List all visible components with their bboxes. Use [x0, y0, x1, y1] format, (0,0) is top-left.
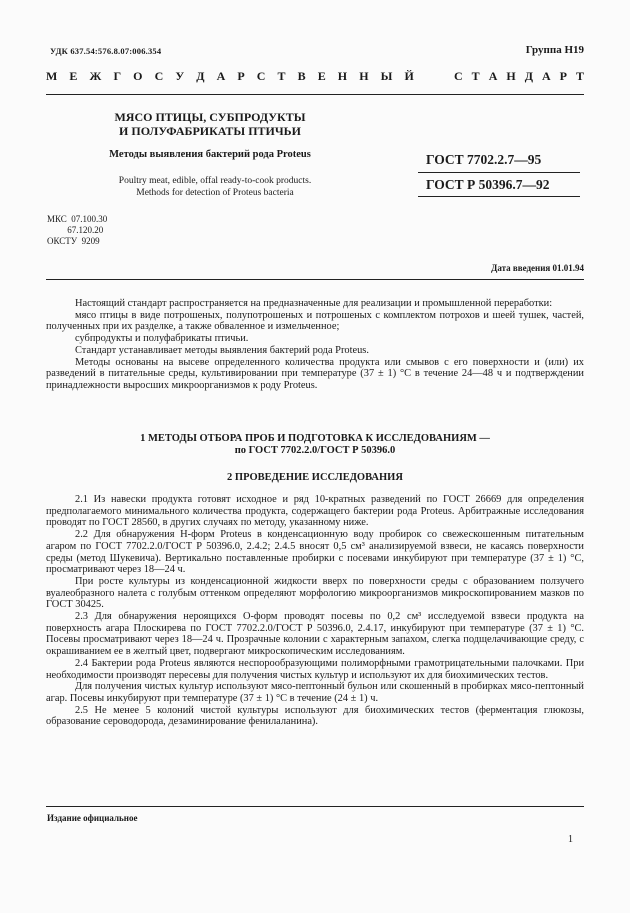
banner-letter: Т: [471, 69, 480, 83]
section-2-paragraph: 2.3 Для обнаружения нероящихся О-форм проводят посевы по 0,2 см³ исследуемой взвеси продукта на поверхность агара Плоскирева по ГОСТ 7702.2.0/ГОСТ Р 50396.0, 2.4.17, инкубируют при температуре (37 ± 1) °С. Посевы просматривают через 18—24 ч. Прозрачные колонии с характерным запахом, слегка подщелачивающие среду, с окрашиванием ее в желтый цвет, подвергают микроскопическим исследованиям.: [46, 611, 584, 658]
banner-letter: А: [541, 69, 551, 83]
section-2-paragraph: Для получения чистых культур используют мясо-пептонный бульон или скошенный в пробирках мясо-пептонный агар. Посевы инкубируют при температуре (37 ± 1) °С в течение (24 ± 1) ч.: [46, 681, 584, 704]
section-2-paragraph: 2.2 Для обнаружения Н-форм Proteus в конденсационную воду пробирок со свежескошенным питательным агаром по ГОСТ 7702.2.0/ГОСТ Р 50396.0, 2.4.2; 2.4.5 вносят 0,5 см³ анализируемой взвеси, не касаясь поверхности среды (метод Шукевича). Вертикально поставленные пробирки с посевами инкубируют при температуре (37 ± 1) °С, просматривают через 18—24 ч.: [46, 529, 584, 576]
banner-letter: А: [216, 69, 226, 83]
english-title-line-2: Methods for detection of Proteus bacteria: [136, 188, 294, 198]
banner-letter: Н: [359, 69, 369, 83]
footer-rule: [46, 806, 584, 807]
banner-letter: С: [454, 69, 463, 83]
section-2-heading: 2 ПРОВЕДЕНИЕ ИССЛЕДОВАНИЯ: [227, 472, 403, 483]
document-title: [90, 110, 330, 138]
banner-letter: Т: [575, 69, 584, 83]
banner-letter: Н: [506, 69, 516, 83]
udk-code: УДК 637.54:576.8.07:006.354: [50, 46, 162, 56]
section-2-paragraph: 2.4 Бактерии рода Proteus являются неспорообразующими полиморфными грамотрицательными палочками. При необходимости производят пересевы для получения чистых культур и используют их для биохимических тестов.: [46, 657, 584, 681]
banner-letter: В: [297, 69, 306, 83]
banner-letter: Е: [317, 69, 326, 83]
banner-letter: Й: [404, 69, 414, 83]
gost-rule-1: [418, 172, 580, 173]
intro-paragraph: субпродукты и полуфабрикаты птичьи.: [75, 333, 249, 345]
section-1-line-1: 1 МЕТОДЫ ОТБОРА ПРОБ И ПОДГОТОВКА К ИССЛЕДОВАНИЯМ —: [140, 433, 490, 444]
banner-letter: Р: [237, 69, 245, 83]
english-title: [70, 175, 360, 199]
code-mks-2: 67.120.20: [47, 225, 104, 235]
banner-word-standard: [454, 69, 584, 87]
intro-paragraph: Методы основаны на высеве определенного количества продукта или смывов с его поверхности и (или) их разведений в питательные среды, культивировании при температуре (37 ± 1) °С в течение 24—48 ч и подтверждении принадлежности выросших микроорганизмов к роду Proteus.: [46, 356, 584, 391]
gost-number-2: ГОСТ Р 50396.7—92: [426, 177, 550, 192]
banner-letter: Р: [559, 69, 567, 83]
title-line-2: И ПОЛУФАБРИКАТЫ ПТИЧЬИ: [119, 124, 301, 138]
banner-letter: Д: [524, 69, 533, 83]
banner-letter: Н: [337, 69, 348, 83]
english-title-line-1: Poultry meat, edible, offal ready-to-cook products.: [118, 176, 312, 186]
intro-paragraph: Настоящий стандарт распространяется на предназначенные для реализации и промышленной переработки:: [75, 298, 553, 309]
intro-text: [46, 298, 584, 392]
banner-letter: А: [488, 69, 498, 83]
group-code: Группа Н19: [525, 44, 584, 56]
banner-letter: Г: [113, 69, 122, 83]
banner-letter: Д: [196, 69, 205, 83]
banner-letter: С: [154, 69, 164, 83]
title-line-1: МЯСО ПТИЦЫ, СУБПРОДУКТЫ: [114, 110, 306, 124]
header-rule: [46, 94, 584, 95]
code-mks: МКС 07.100.30: [47, 214, 108, 224]
banner-letter: Ы: [380, 69, 393, 83]
intro-paragraph: мясо птицы в виде потрошеных, полупотрошеных и потрошеных с комплектом потрохов и шеей тушек, частей, полученных при их разделке, а также обваленное и измельченное;: [46, 309, 584, 333]
gost-number-1: ГОСТ 7702.2.7—95: [426, 152, 542, 167]
classification-codes: [47, 214, 107, 247]
banner-word-interstate: [46, 69, 414, 87]
section-1-heading: [46, 433, 584, 457]
banner-letter: У: [175, 69, 185, 83]
banner-letter: С: [256, 69, 266, 83]
page-number: 1: [568, 834, 573, 845]
banner-letter: М: [46, 69, 58, 83]
banner-letter: Т: [277, 69, 286, 83]
code-okstu: ОКСТУ 9209: [47, 236, 100, 246]
gost-rule-2: [418, 196, 580, 197]
edition-note: Издание официальное: [47, 813, 138, 823]
date-rule: [46, 279, 584, 280]
section-1-line-2: по ГОСТ 7702.2.0/ГОСТ Р 50396.0: [234, 445, 396, 456]
introduction-date: Дата введения 01.01.94: [491, 263, 584, 273]
section-2-text: [46, 494, 584, 728]
section-2-paragraph: При росте культуры из конденсационной жидкости вверх по поверхности среды с образованием ползучего вуалеобразного налета с голубым оттенком определяют морфологию микроорганизмов микроскопированием мазков по ГОСТ 30425.: [46, 575, 584, 611]
interstate-standard-banner: [46, 69, 584, 87]
banner-letter: Ж: [89, 69, 102, 83]
section-2-paragraph: 2.1 Из навески продукта готовят исходное и ряд 10-кратных разведений по ГОСТ 26669 для определения предполагаемого минимального количества продукта, содержащего бактерии рода Proteus. Арбитражные исследования проводят по ГОСТ 28560, в других случаях по методу, указанному ниже.: [46, 494, 584, 529]
methods-subtitle: Методы выявления бактерий рода Proteus: [109, 149, 311, 160]
banner-letter: О: [133, 69, 143, 83]
banner-letter: Е: [69, 69, 78, 83]
intro-paragraph: Стандарт устанавливает методы выявления бактерий рода Proteus.: [75, 344, 369, 356]
section-2-paragraph: 2.5 Не менее 5 колоний чистой культуры используют для биохимических тестов (ферментация глюкозы, образование сероводорода, дезаминирование фенилаланина).: [46, 704, 584, 728]
